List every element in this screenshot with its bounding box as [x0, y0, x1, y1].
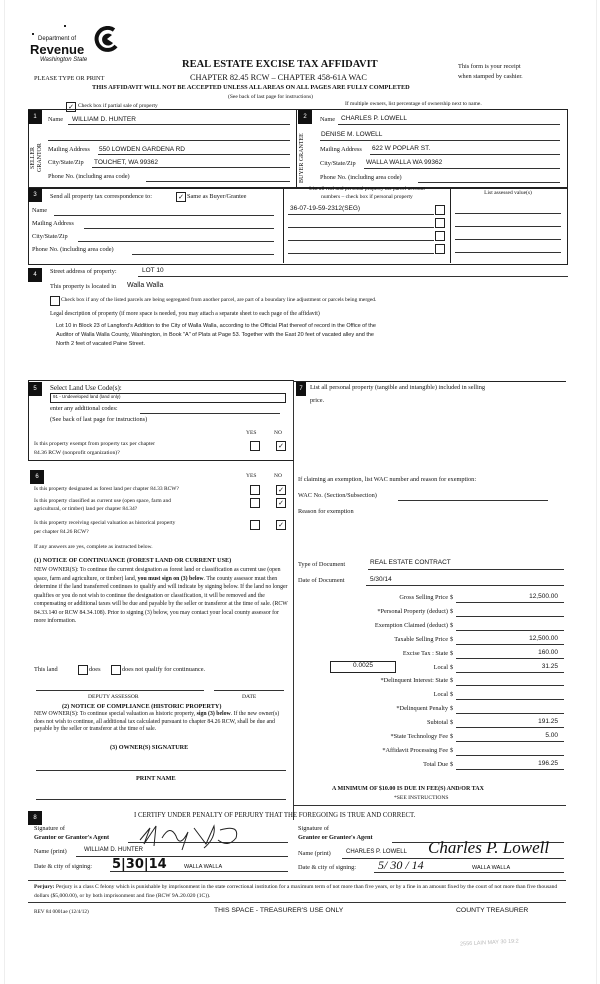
buyer-city-label: City/State/Zip [320, 160, 356, 167]
buyer-name-label: Name [320, 116, 336, 123]
tax-row-currency: $ [450, 733, 454, 740]
seller-name-field[interactable] [68, 124, 290, 125]
parcel-field-4[interactable] [288, 253, 434, 254]
type-or-print-note: PLEASE TYPE OR PRINT [34, 75, 105, 82]
doc-date-label: Date of Document [298, 577, 345, 584]
doc-date-field[interactable] [366, 585, 564, 586]
same-as-buyer-label: Same as Buyer/Grantee [187, 193, 247, 200]
same-as-buyer-checkbox[interactable]: ✓ [176, 192, 186, 202]
perjury-text: Perjury is a class C felony which is punishable by imprisonment in the state correctional institution for a maximum term of not more than five years, or by a fine in an amount fixed by the court of not more than five thousand dollars ($5,000.00), or by both imprisonment and fine (RCW 9A.20.020 (1C)). [34, 884, 558, 899]
tax-row-field[interactable] [456, 672, 564, 673]
assessed-field-2[interactable] [455, 226, 561, 227]
current-use-yes-checkbox[interactable] [250, 498, 260, 508]
grantee-sig-label-1: Signature of [298, 825, 329, 832]
buyer-phone-field[interactable] [418, 182, 560, 183]
notice-continuance-text [34, 566, 290, 626]
partial-sale-checkbox[interactable]: ✓ [66, 102, 76, 112]
seller-mailing-value: 550 LOWDEN GARDENA RD [99, 146, 185, 153]
receipt-note-2: when stamped by cashier. [458, 73, 523, 80]
tax-row-value: 5.00 [545, 732, 558, 739]
tax-row-value: 191.25 [538, 718, 558, 725]
notice-compliance-title: (2) NOTICE OF COMPLIANCE (HISTORIC PROPERTY) [62, 703, 222, 710]
exempt-question-1: Is this property exempt from property tax per chapter [34, 441, 155, 447]
corr-phone-field[interactable] [132, 254, 274, 255]
tax-row-value: 196.25 [538, 760, 558, 767]
grantor-sig-label-2: Grantor or Grantor's Agent [34, 834, 110, 841]
section-1-badge: 1 [28, 110, 42, 124]
wac-field[interactable] [398, 500, 548, 501]
tax-row-currency: $ [450, 691, 454, 698]
seller-city-field[interactable] [92, 167, 290, 168]
print-name-line[interactable] [36, 799, 286, 800]
grantee-signature: Charles P. Lowell [428, 838, 550, 857]
agency-line-1: Department of [38, 36, 77, 42]
doc-date-value: 5/30/14 [370, 576, 392, 583]
local-rate-value: 0.0025 [353, 662, 373, 669]
notice-compliance-text [34, 711, 290, 734]
grantor-name-label: Name (print) [34, 848, 67, 855]
owner-signature-line[interactable] [36, 770, 286, 771]
minimum-due-note: A MINIMUM OF $10.00 IS DUE IN FEE(S) AND/OR TAX [332, 786, 484, 792]
exemption-claim-label: If claiming an exemption, list WAC number and reason for exemption: [298, 476, 477, 483]
doc-type-field[interactable] [368, 569, 564, 570]
scan-edge-left [4, 0, 5, 984]
notice2-text-b: . If the new owner(s) does not wish to continue, all additional tax calculated pursuant to chapter 84.26 RCW, shall be due and payable by the seller or transferor at the time of sale. [34, 711, 280, 733]
tax-row-field[interactable] [456, 644, 564, 645]
designations-yes-header: YES [246, 473, 257, 479]
tax-row-currency: $ [450, 719, 454, 726]
completion-warning: THIS AFFIDAVIT WILL NOT BE ACCEPTED UNLESS ALL AREAS ON ALL PAGES ARE FULLY COMPLETED [92, 84, 410, 91]
section-2-badge: 2 [298, 110, 312, 124]
perjury-notice [34, 883, 564, 900]
multiple-owners-note: If multiple owners, list percentage of ownership next to name. [345, 101, 482, 107]
grantor-name-value: WILLIAM D. HUNTER [84, 847, 144, 853]
segregated-checkbox[interactable] [50, 296, 60, 306]
buyer-name2-field[interactable] [320, 140, 560, 141]
seller-name-label: Name [48, 116, 64, 123]
form-title: REAL ESTATE EXCISE TAX AFFIDAVIT [182, 59, 378, 70]
grantee-sig-label-2: Grantee or Grantee's Agent [298, 834, 373, 841]
tax-row-value: 31.25 [541, 663, 558, 670]
assessor-date-label: DATE [242, 694, 257, 700]
section-5-top-line [28, 380, 294, 381]
assessed-field-1[interactable] [455, 213, 561, 214]
grantor-date-value: 5|30|14 [112, 857, 167, 872]
personal-property-label-2: price. [310, 397, 325, 404]
tax-row-label: *Delinquent Interest: State [380, 677, 448, 684]
parcel-number-1: 36-07-19-59-2312(SEG) [290, 205, 361, 212]
partial-sale-label: Check box if partial sale of property [78, 103, 158, 109]
buyer-name-value: CHARLES P. LOWELL [341, 115, 407, 122]
send-correspondence-label: Send all property tax correspondence to: [50, 193, 152, 200]
seller-city-value: TOUCHET, WA 99362 [94, 159, 158, 166]
section-5-bottom-line [28, 460, 294, 461]
corr-phone-label: Phone No. (including area code) [32, 246, 114, 253]
buyer-mailing-label: Mailing Address [320, 146, 362, 153]
tax-row-currency: $ [450, 747, 454, 754]
assessed-field-4[interactable] [455, 252, 561, 253]
buyer-city-value: WALLA WALLA WA 99362 [366, 159, 443, 166]
buyer-name-field[interactable] [338, 124, 560, 125]
tax-row-field[interactable] [456, 727, 564, 728]
assessor-date-line[interactable] [214, 690, 284, 691]
legal-line-2: Auditor of Walla Walla County, Washington, in Book "A" of Plats at Page 53. Together with the East 20 feet of vacated alley and the [56, 332, 374, 338]
tax-row-label: Exemption Claimed (deduct) [374, 622, 448, 629]
street-address-label: Street address of property: [50, 268, 117, 275]
seller-side-label [30, 132, 44, 184]
tax-row-field[interactable] [456, 602, 564, 603]
historic-no-checkbox[interactable]: ✓ [276, 520, 286, 530]
tax-row-label: Gross Selling Price [399, 594, 448, 601]
does-not-label: does not qualify for continuance. [122, 666, 206, 673]
tax-row-label: Local [433, 664, 448, 671]
form-subtitle: CHAPTER 82.45 RCW – CHAPTER 458-61A WAC [190, 73, 367, 82]
does-label: does [89, 666, 101, 673]
grantor-signature-scribble [136, 818, 246, 854]
tax-row-currency: $ [450, 622, 454, 629]
perjury-top-line [28, 880, 566, 881]
grantee-date-label: Date & city of signing: [298, 864, 357, 871]
seller-city-label: City/State/Zip [48, 159, 84, 166]
tax-row-label: *Affidavit Processing Fee [382, 747, 448, 754]
deputy-assessor-label: DEPUTY ASSESSOR [88, 694, 139, 700]
assessed-divider [450, 187, 451, 263]
seller-mailing-field[interactable] [98, 154, 290, 155]
grantor-city-value: WALLA WALLA [184, 864, 223, 870]
legal-line-3: North 2 feet of vacated Paine Street. [56, 341, 145, 347]
parties-divider [296, 109, 297, 187]
land-use-selected-value: 91 - Undeveloped land (land only) [53, 394, 121, 399]
parcel-header-1: List all real and personal property tax parcel account [309, 186, 425, 192]
agency-line-3: Washington State [40, 57, 88, 63]
tax-row-label: Total Due [423, 761, 448, 768]
grantee-date-value: 5/ 30 / 14 [378, 858, 424, 872]
tax-row-field[interactable] [456, 755, 564, 756]
notice2-bold: sign (3) below [196, 711, 231, 717]
parcel-personal-checkbox-1[interactable] [435, 205, 445, 215]
certification-statement: I CERTIFY UNDER PENALTY OF PERJURY THAT THE FOREGOING IS TRUE AND CORRECT. [134, 812, 416, 819]
section-5-badge: 5 [28, 382, 42, 396]
seller-mailing-label: Mailing Address [48, 146, 90, 153]
segregated-label: Check box if any of the listed parcels are being segregated from another parcel, are part of a boundary line adjustment or parcels being merged. [61, 297, 377, 303]
buyer-name2-value: DENISE M. LOWELL [321, 131, 383, 138]
doc-type-value: REAL ESTATE CONTRACT [370, 559, 451, 566]
tax-row-field[interactable] [456, 769, 564, 770]
parcel-personal-checkbox-3[interactable] [435, 231, 445, 241]
tax-row-currency: $ [450, 650, 454, 657]
notice1-text-b: . The county assessor must then determine if the land transferred continues to qualify and will indicate by signing below. If the land no longer qualifies or you do not wish to continue the designation or classification, it will be removed and the compensating or additional taxes will be due and payable by the seller or transferor at the time of sale. (RCW 84.33.140 or RCW 84.34.108). Prior to signing (3) below, you may contact your local county assessor for more information. [34, 575, 288, 624]
tax-row-label: *Personal Property (deduct) [377, 608, 448, 615]
tax-row-value: 12,500.00 [529, 635, 558, 642]
buyer-side-label [299, 132, 313, 184]
buyer-phone-label: Phone No. (including area code) [320, 174, 402, 181]
located-in-value: Walla Walla [127, 282, 164, 289]
treasurer-stamp: 2556 LAIN MAY 30 19:2 [459, 938, 519, 948]
seller-phone-label: Phone No. (including area code) [48, 173, 130, 180]
corr-name-field[interactable] [54, 215, 274, 216]
parcel-personal-checkbox-2[interactable] [435, 218, 445, 228]
notice1-bold: you must sign on (3) below [137, 575, 204, 582]
street-address-field[interactable] [138, 276, 568, 277]
grantee-city-value: WALLA WALLA [472, 865, 511, 871]
tax-row-field[interactable] [456, 658, 564, 659]
section-7-badge: 7 [296, 382, 306, 396]
see-back-note: (See back of last page for instructions) [228, 94, 313, 100]
seller-name-value: WILLIAM D. HUNTER [72, 116, 136, 123]
perjury-bold: Perjury: [34, 884, 55, 890]
notice-continuance-title: (1) NOTICE OF CONTINUANCE (FOREST LAND OR CURRENT USE) [34, 557, 232, 564]
notice2-text-a: NEW OWNER(S): To continue special valuation as historic property, [34, 711, 197, 717]
land-use-see-back: (See back of last page for instructions) [50, 416, 148, 423]
legal-line-1: Lot 10 in Block 23 of Langford's Addition to the City of Walla Walla, according to the Official Plat thereof of record in the Office of the [56, 323, 376, 329]
section-7-top-line [294, 381, 566, 382]
tax-row-field[interactable] [456, 713, 564, 714]
tax-row-field[interactable] [456, 699, 564, 700]
tax-row-label: Local [433, 691, 448, 698]
seller-phone-field[interactable] [146, 181, 290, 182]
section-4-badge: 4 [28, 268, 42, 282]
tax-row-label: Subtotal [427, 719, 448, 726]
section-3-badge: 3 [28, 188, 42, 202]
grantee-name-field[interactable] [342, 858, 564, 859]
does-not-qualify-checkbox[interactable] [111, 665, 121, 675]
grantor-date-label: Date & city of signing: [34, 863, 93, 870]
center-divider [293, 380, 294, 820]
print-name-label: PRINT NAME [136, 775, 176, 782]
tax-row-currency: $ [450, 608, 454, 615]
current-use-question-1: Is this property classified as current use (open space, farm and [34, 498, 171, 504]
additional-codes-label: enter any additional codes: [50, 405, 118, 412]
if-yes-note: If any answers are yes, complete as instructed below. [34, 544, 153, 550]
doc-type-label: Type of Document [298, 561, 346, 568]
current-use-question-2: agricultural, or timber) land per chapter 84.34? [34, 506, 138, 512]
parcel-field-2[interactable] [288, 227, 434, 228]
historic-yes-checkbox[interactable] [250, 520, 260, 530]
personal-property-label-1: List all personal property (tangible and intangible) included in selling [310, 384, 486, 391]
tax-row-value: 160.00 [538, 649, 558, 656]
buyer-city-field[interactable] [364, 168, 560, 169]
grantee-name-value: CHARLES P. LOWELL [346, 849, 407, 855]
historic-question-2: per chapter 84.26 RCW? [34, 529, 89, 535]
deputy-assessor-line[interactable] [36, 690, 204, 691]
corr-name-label: Name [32, 207, 48, 214]
land-use-yes-header: YES [246, 430, 257, 436]
seller-name2-field[interactable] [48, 140, 290, 141]
corr-city-field[interactable] [78, 241, 274, 242]
tax-row-currency: $ [450, 761, 454, 768]
additional-codes-field[interactable] [140, 413, 280, 414]
receipt-note-1: This form is your receipt [458, 63, 521, 70]
buyer-mailing-value: 622 W POPLAR ST. [372, 145, 431, 152]
scan-edge-right [596, 0, 597, 984]
tax-row-label: *State Technology Fee [390, 733, 448, 740]
land-use-no-header: NO [274, 430, 282, 436]
assessed-field-3[interactable] [455, 239, 561, 240]
this-land-label: This land [34, 666, 58, 673]
street-address-value: LOT 10 [142, 267, 164, 274]
does-qualify-checkbox[interactable] [78, 665, 88, 675]
wac-label: WAC No. (Section/Subsection) [298, 492, 377, 499]
exempt-no-checkbox[interactable]: ✓ [276, 441, 286, 451]
tax-row-label: Excise Tax : State [402, 650, 448, 657]
owner-signature-title: (3) OWNER(S) SIGNATURE [110, 744, 189, 751]
legal-description-label: Legal description of property (if more space is needed, you may attach a separate sheet to each page of the affidavit) [50, 311, 320, 317]
buyer-mailing-field[interactable] [370, 154, 560, 155]
tax-bottom-line [294, 805, 566, 806]
land-use-select[interactable] [50, 393, 286, 403]
grantee-name-label: Name (print) [298, 850, 331, 857]
designations-no-header: NO [274, 473, 282, 479]
located-in-label: This property is located in [50, 283, 117, 290]
agency-line-2: Revenue [30, 42, 85, 57]
section-8-badge: 8 [28, 811, 42, 825]
grantor-label: GRANTOR [37, 143, 43, 173]
historic-question-1: Is this property receiving special valuation as historical property [34, 520, 176, 526]
tax-row-field[interactable] [456, 685, 564, 686]
forest-question: Is this property designated as forest land per chapter 84.33 RCW? [34, 486, 179, 492]
buyer-label: BUYER [299, 162, 305, 183]
tax-row-currency: $ [450, 664, 454, 671]
corr-mailing-field[interactable] [84, 228, 274, 229]
grantee-label: GRANTEE [299, 133, 305, 162]
revenue-logo-icon [94, 26, 120, 52]
grantor-sig-label-1: Signature of [34, 825, 65, 832]
tax-row-value: 12,500.00 [529, 593, 558, 600]
tax-row-field[interactable] [456, 741, 564, 742]
parcel-personal-checkbox-4[interactable] [435, 244, 445, 254]
parcel-field-3[interactable] [288, 240, 434, 241]
select-land-use-label: Select Land Use Code(s): [50, 384, 122, 392]
corr-mailing-label: Mailing Address [32, 220, 74, 227]
forest-no-checkbox[interactable]: ✓ [276, 485, 286, 495]
correspondence-divider [283, 187, 284, 263]
tax-row-currency: $ [450, 594, 454, 601]
perjury-bottom-line [28, 902, 566, 903]
exempt-question-2: 84.36 RCW (nonprofit organization)? [34, 450, 120, 456]
parcel-header-2: numbers – check box if personal property [321, 194, 413, 200]
notice1-text-a: NEW OWNER(S): To continue the current designation as forest land or classification as current use (open space, farm and agriculture, or timber) land, [34, 567, 281, 582]
tax-row-currency: $ [450, 677, 454, 684]
parcel-field-1[interactable] [288, 214, 434, 215]
tax-row-currency: $ [450, 636, 454, 643]
forest-yes-checkbox[interactable] [250, 485, 260, 495]
county-treasurer-label: COUNTY TREASURER [456, 907, 529, 914]
corr-city-label: City/State/Zip [32, 233, 68, 240]
agency-logo [28, 22, 123, 68]
tax-row-currency: $ [450, 705, 454, 712]
reason-label: Reason for exemption [298, 508, 354, 515]
tax-row-label: *Delinquent Penalty [396, 705, 448, 712]
grantor-name-field[interactable] [76, 856, 288, 857]
scan-dot [64, 25, 66, 27]
treasurer-use-label: THIS SPACE - TREASURER'S USE ONLY [214, 907, 344, 914]
tax-row-field[interactable] [456, 616, 564, 617]
section-6-badge: 6 [30, 470, 44, 484]
tax-row-field[interactable] [456, 630, 564, 631]
scan-dot [32, 33, 34, 35]
see-instructions-note: *SEE INSTRUCTIONS [394, 795, 449, 801]
tax-row-label: Taxable Selling Price [394, 636, 448, 643]
current-use-no-checkbox[interactable]: ✓ [276, 498, 286, 508]
exempt-yes-checkbox[interactable] [250, 441, 260, 451]
assessed-header: List assessed value(s) [484, 190, 532, 196]
seller-label: SELLER [30, 147, 36, 169]
form-number: REV 84 0001ae (12/4/12) [34, 909, 89, 915]
